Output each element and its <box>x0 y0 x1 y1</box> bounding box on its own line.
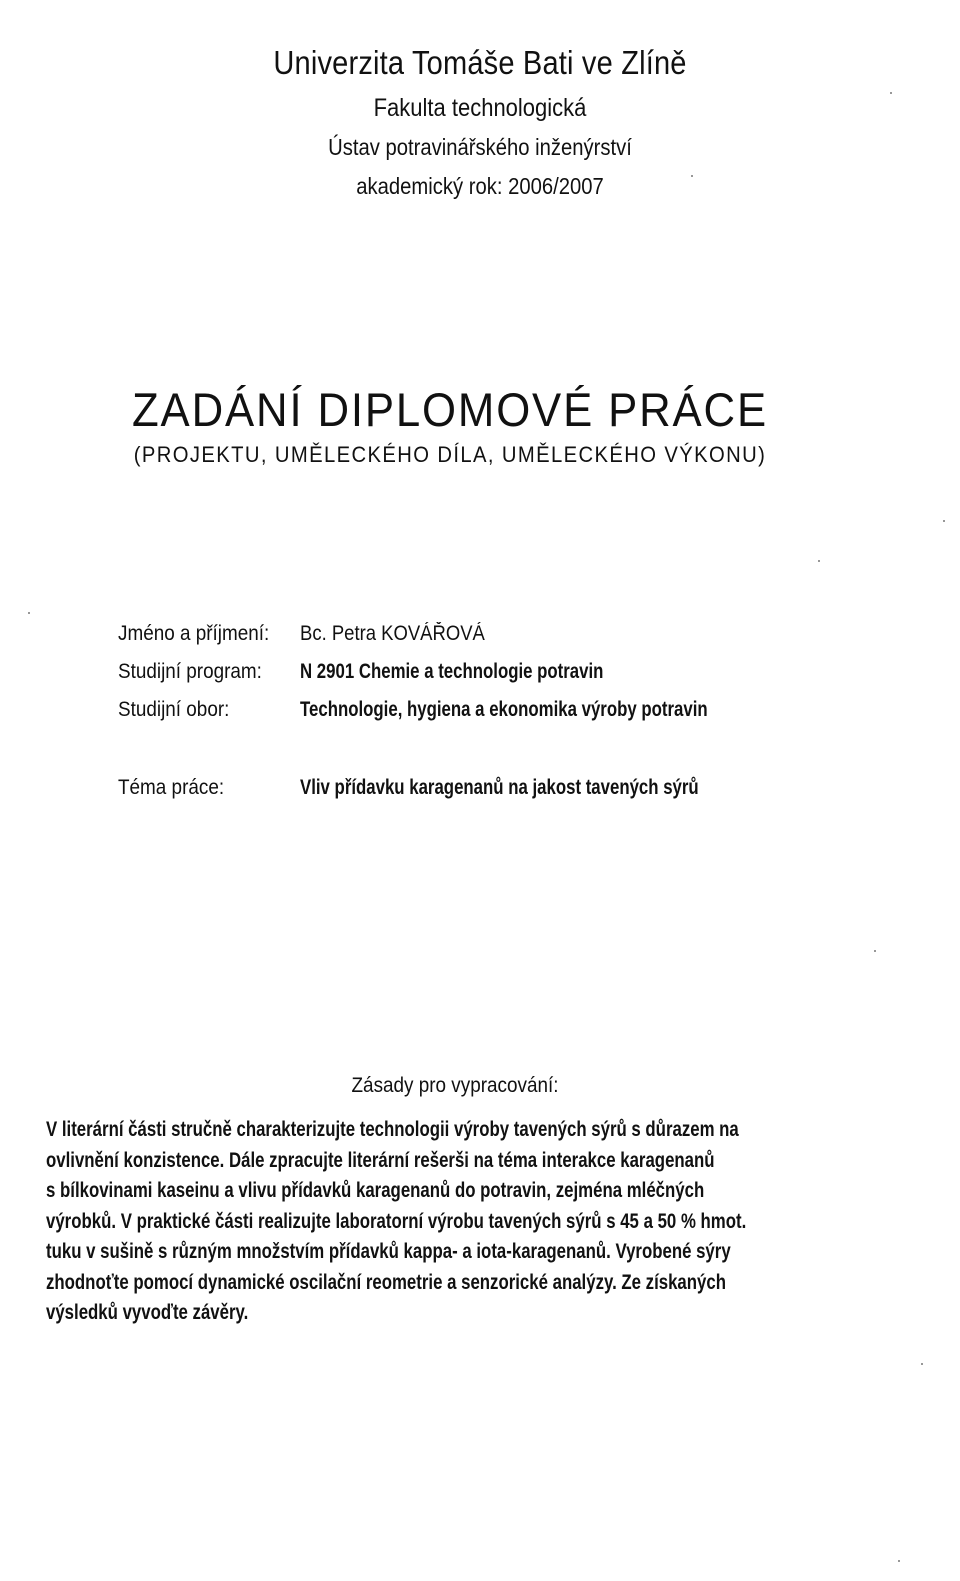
topic-value: Vliv přídavku karagenanů na jakost tavených sýrů <box>300 776 699 799</box>
document-subtitle: (PROJEKTU, UMĚLECKÉHO DÍLA, UMĚLECKÉHO VÝKONU) <box>133 442 767 467</box>
scan-speck <box>890 92 892 94</box>
program-label: Studijní program: <box>118 660 262 683</box>
scan-speck <box>818 560 820 562</box>
institute-name: Ústav potravinářského inženýrství <box>328 134 632 160</box>
principles-line: ovlivnění konzistence. Dále zpracujte literární rešerši na téma interakce karagenanů <box>46 1148 715 1172</box>
info-row-field <box>118 698 918 728</box>
principles-line: tuku v sušině s různým množstvím přídavků kappa- a iota-karagenanů. Vyrobené sýry <box>46 1240 731 1263</box>
program-value: N 2901 Chemie a technologie potravin <box>300 660 604 683</box>
scan-speck <box>898 1560 900 1562</box>
field-value: Technologie, hygiena a ekonomika výroby potravin <box>300 698 708 721</box>
principles-line: V literární části stručně charakterizujte technologii výroby tavených sýrů s důrazem na <box>46 1118 739 1141</box>
topic-label: Téma práce: <box>118 776 225 799</box>
principles-line: výsledků vyvoďte závěry. <box>46 1301 249 1324</box>
info-row-topic <box>118 776 918 806</box>
name-value: Bc. Petra KOVÁŘOVÁ <box>300 622 485 645</box>
faculty-name: Fakulta technologická <box>373 94 587 122</box>
scan-speck <box>921 1363 923 1365</box>
university-name: Univerzita Tomáše Bati ve Zlíně <box>273 44 687 81</box>
principles-line: zhodnoťte pomocí dynamické oscilační reometrie a senzorické analýzy. Ze získaných <box>46 1270 726 1294</box>
info-row-name <box>118 622 918 652</box>
scan-speck <box>874 950 876 952</box>
principles-heading: Zásady pro vypracování: <box>351 1074 559 1097</box>
document-title: ZADÁNÍ DIPLOMOVÉ PRÁCE <box>131 383 768 436</box>
field-label: Studijní obor: <box>118 698 230 721</box>
scan-speck <box>943 520 945 522</box>
scan-speck <box>691 175 693 177</box>
scan-speck <box>28 612 30 614</box>
principles-text <box>46 1115 846 1329</box>
principles-line: výrobků. V praktické části realizujte laboratorní výrobu tavených sýrů s 45 a 50 % hmot. <box>46 1209 747 1233</box>
academic-year: akademický rok: 2006/2007 <box>356 173 604 199</box>
principles-line: s bílkovinami kaseinu a vlivu přídavků karagenanů do potravin, zejména mléčných <box>46 1179 705 1202</box>
info-row-program <box>118 660 918 690</box>
name-label: Jméno a příjmení: <box>118 622 270 645</box>
